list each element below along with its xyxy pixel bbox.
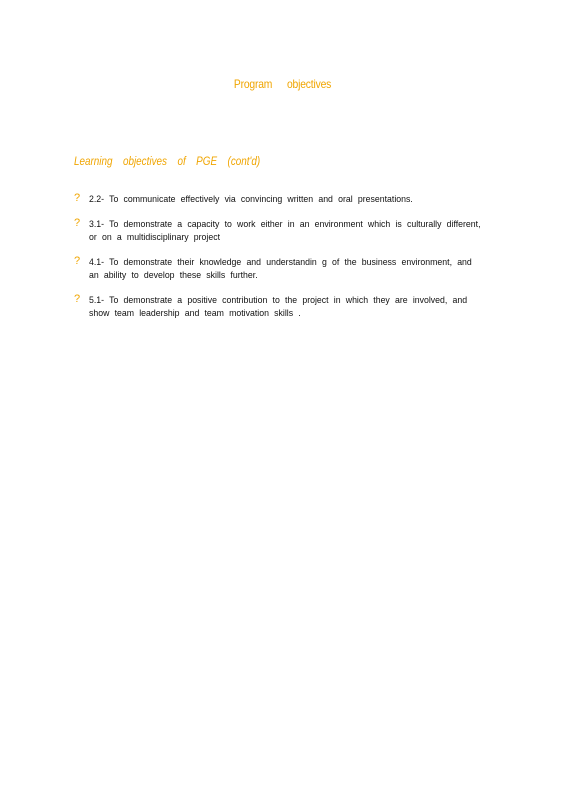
bullet-icon: ? xyxy=(74,192,81,204)
page-title: Program objectives xyxy=(233,77,332,91)
list-item xyxy=(74,218,534,244)
list-item xyxy=(74,256,534,282)
objective-text: 2.2- To communicate effectively via convincing written and oral presentations. xyxy=(89,194,413,205)
list-item xyxy=(74,193,534,206)
bullet-icon: ? xyxy=(74,255,81,267)
objectives-list xyxy=(74,193,534,332)
objective-text: 4.1- To demonstrate their knowledge and understandin g of the business environment, and an ability to develop these skills further. xyxy=(89,257,472,281)
objective-text: 5.1- To demonstrate a positive contribution to the project in which they are involved, and show team leadership and team motivation skills . xyxy=(89,295,468,319)
list-item xyxy=(74,294,534,320)
bullet-icon: ? xyxy=(74,293,81,305)
bullet-icon: ? xyxy=(74,217,81,229)
section-heading: Learning objectives of PGE (cont'd) xyxy=(74,156,261,168)
objective-text: 3.1- To demonstrate a capacity to work either in an environment which is culturally different, or on a multidisciplinary project xyxy=(89,219,481,243)
